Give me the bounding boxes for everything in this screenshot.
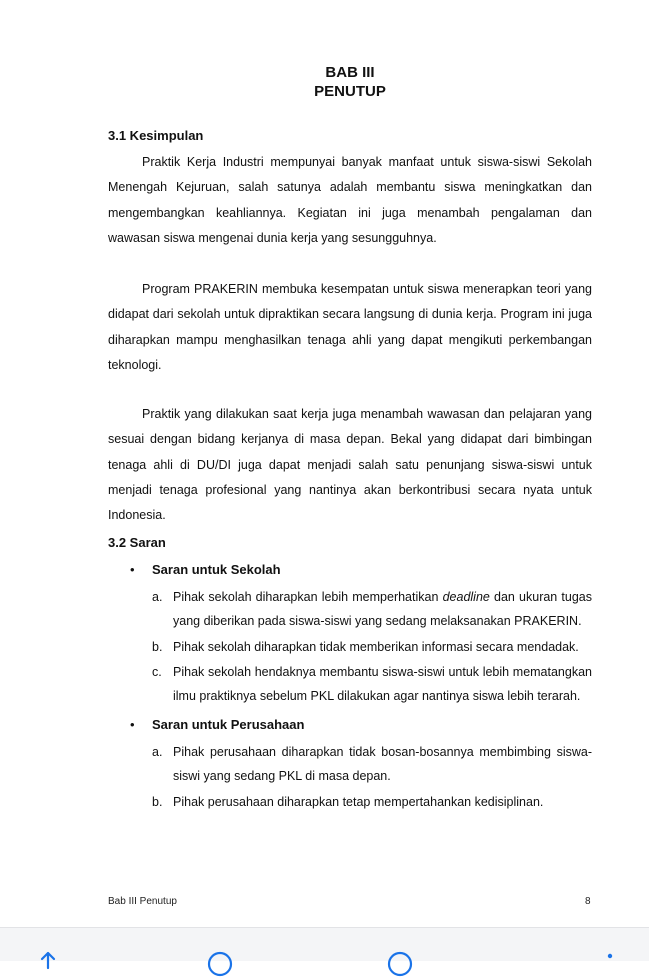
bottom-toolbar (0, 927, 649, 961)
list-item-text: Pihak sekolah hendaknya membantu siswa-siswi untuk lebih mematangkan ilmu praktiknya sebelum PKL dilakukan agar nantinya siswa lebih terarah. (173, 665, 592, 703)
bullet-icon: • (130, 562, 135, 577)
footer-label: Bab III Penutup (108, 896, 177, 907)
search-icon[interactable] (386, 950, 414, 978)
bullet-title: Saran untuk Perusahaan (152, 717, 305, 732)
list-marker: b. (152, 795, 163, 809)
list-item-text: Pihak perusahaan diharapkan tetap mempertahankan kedisiplinan. (173, 795, 544, 809)
list-item (152, 740, 592, 788)
bullet-icon: • (130, 717, 135, 732)
list-item (152, 790, 592, 814)
list-marker: a. (152, 590, 163, 604)
bullet-saran-sekolah (130, 562, 281, 577)
list-item (152, 635, 592, 659)
list-marker: b. (152, 640, 163, 654)
list-item (152, 660, 592, 708)
list-item-text: Pihak sekolah diharapkan tidak memberikan informasi secara mendadak. (173, 640, 579, 654)
list-marker: a. (152, 745, 163, 759)
chapter-heading (0, 63, 649, 101)
edit-icon[interactable] (206, 950, 234, 978)
chapter-title: PENUTUP (314, 83, 386, 100)
paragraph: Praktik yang dilakukan saat kerja juga menambah wawasan dan pelajaran yang sesuai dengan bidang kerjanya di masa depan. Bekal yang didapat dari bimbingan tenaga ahli di DU/DI juga dapat menjadi salah satu penunjang siswa-siswi untuk menjadi tenaga profesional yang nantinya akan berkontribusi secara nyata untuk Indonesia. (108, 407, 592, 523)
paragraph: Program PRAKERIN membuka kesempatan untuk siswa menerapkan teori yang didapat dari sekolah untuk dipraktikan secara langsung di dunia kerja. Program ini juga diharapkan mampu menghasilkan tenaga ahli yang dapat mengikuti perkembangan teknologi. (108, 282, 592, 372)
section-heading-saran: 3.2 Saran (108, 535, 166, 550)
share-icon[interactable] (34, 950, 62, 978)
page-number: 8 (585, 896, 591, 907)
emphasis-text: deadline (442, 590, 490, 604)
list-item-text: Pihak sekolah diharapkan lebih memperhatikan deadline dan ukuran tugas yang diberikan pada siswa-siswi yang sedang melaksanakan PRAKERIN. (173, 590, 593, 628)
bullet-saran-perusahaan (130, 717, 304, 732)
bullet-title: Saran untuk Sekolah (152, 562, 281, 577)
more-icon[interactable] (600, 950, 620, 978)
list-item-text: Pihak perusahaan diharapkan tidak bosan-bosannya membimbing siswa-siswi yang sedang PKL di masa depan. (173, 745, 592, 783)
list-marker: c. (152, 665, 162, 679)
paragraph: Praktik Kerja Industri mempunyai banyak manfaat untuk siswa-siswi Sekolah Menengah Kejuruan, salah satunya adalah membantu siswa meningkatkan dan mengembangkan keahliannya. Kegiatan ini juga menambah pengalaman dan wawasan siswa mengenai dunia kerja yang sesungguhnya. (108, 155, 592, 245)
chapter-number: BAB III (325, 64, 375, 81)
list-item (152, 585, 592, 633)
section-heading-kesimpulan: 3.1 Kesimpulan (108, 128, 204, 143)
